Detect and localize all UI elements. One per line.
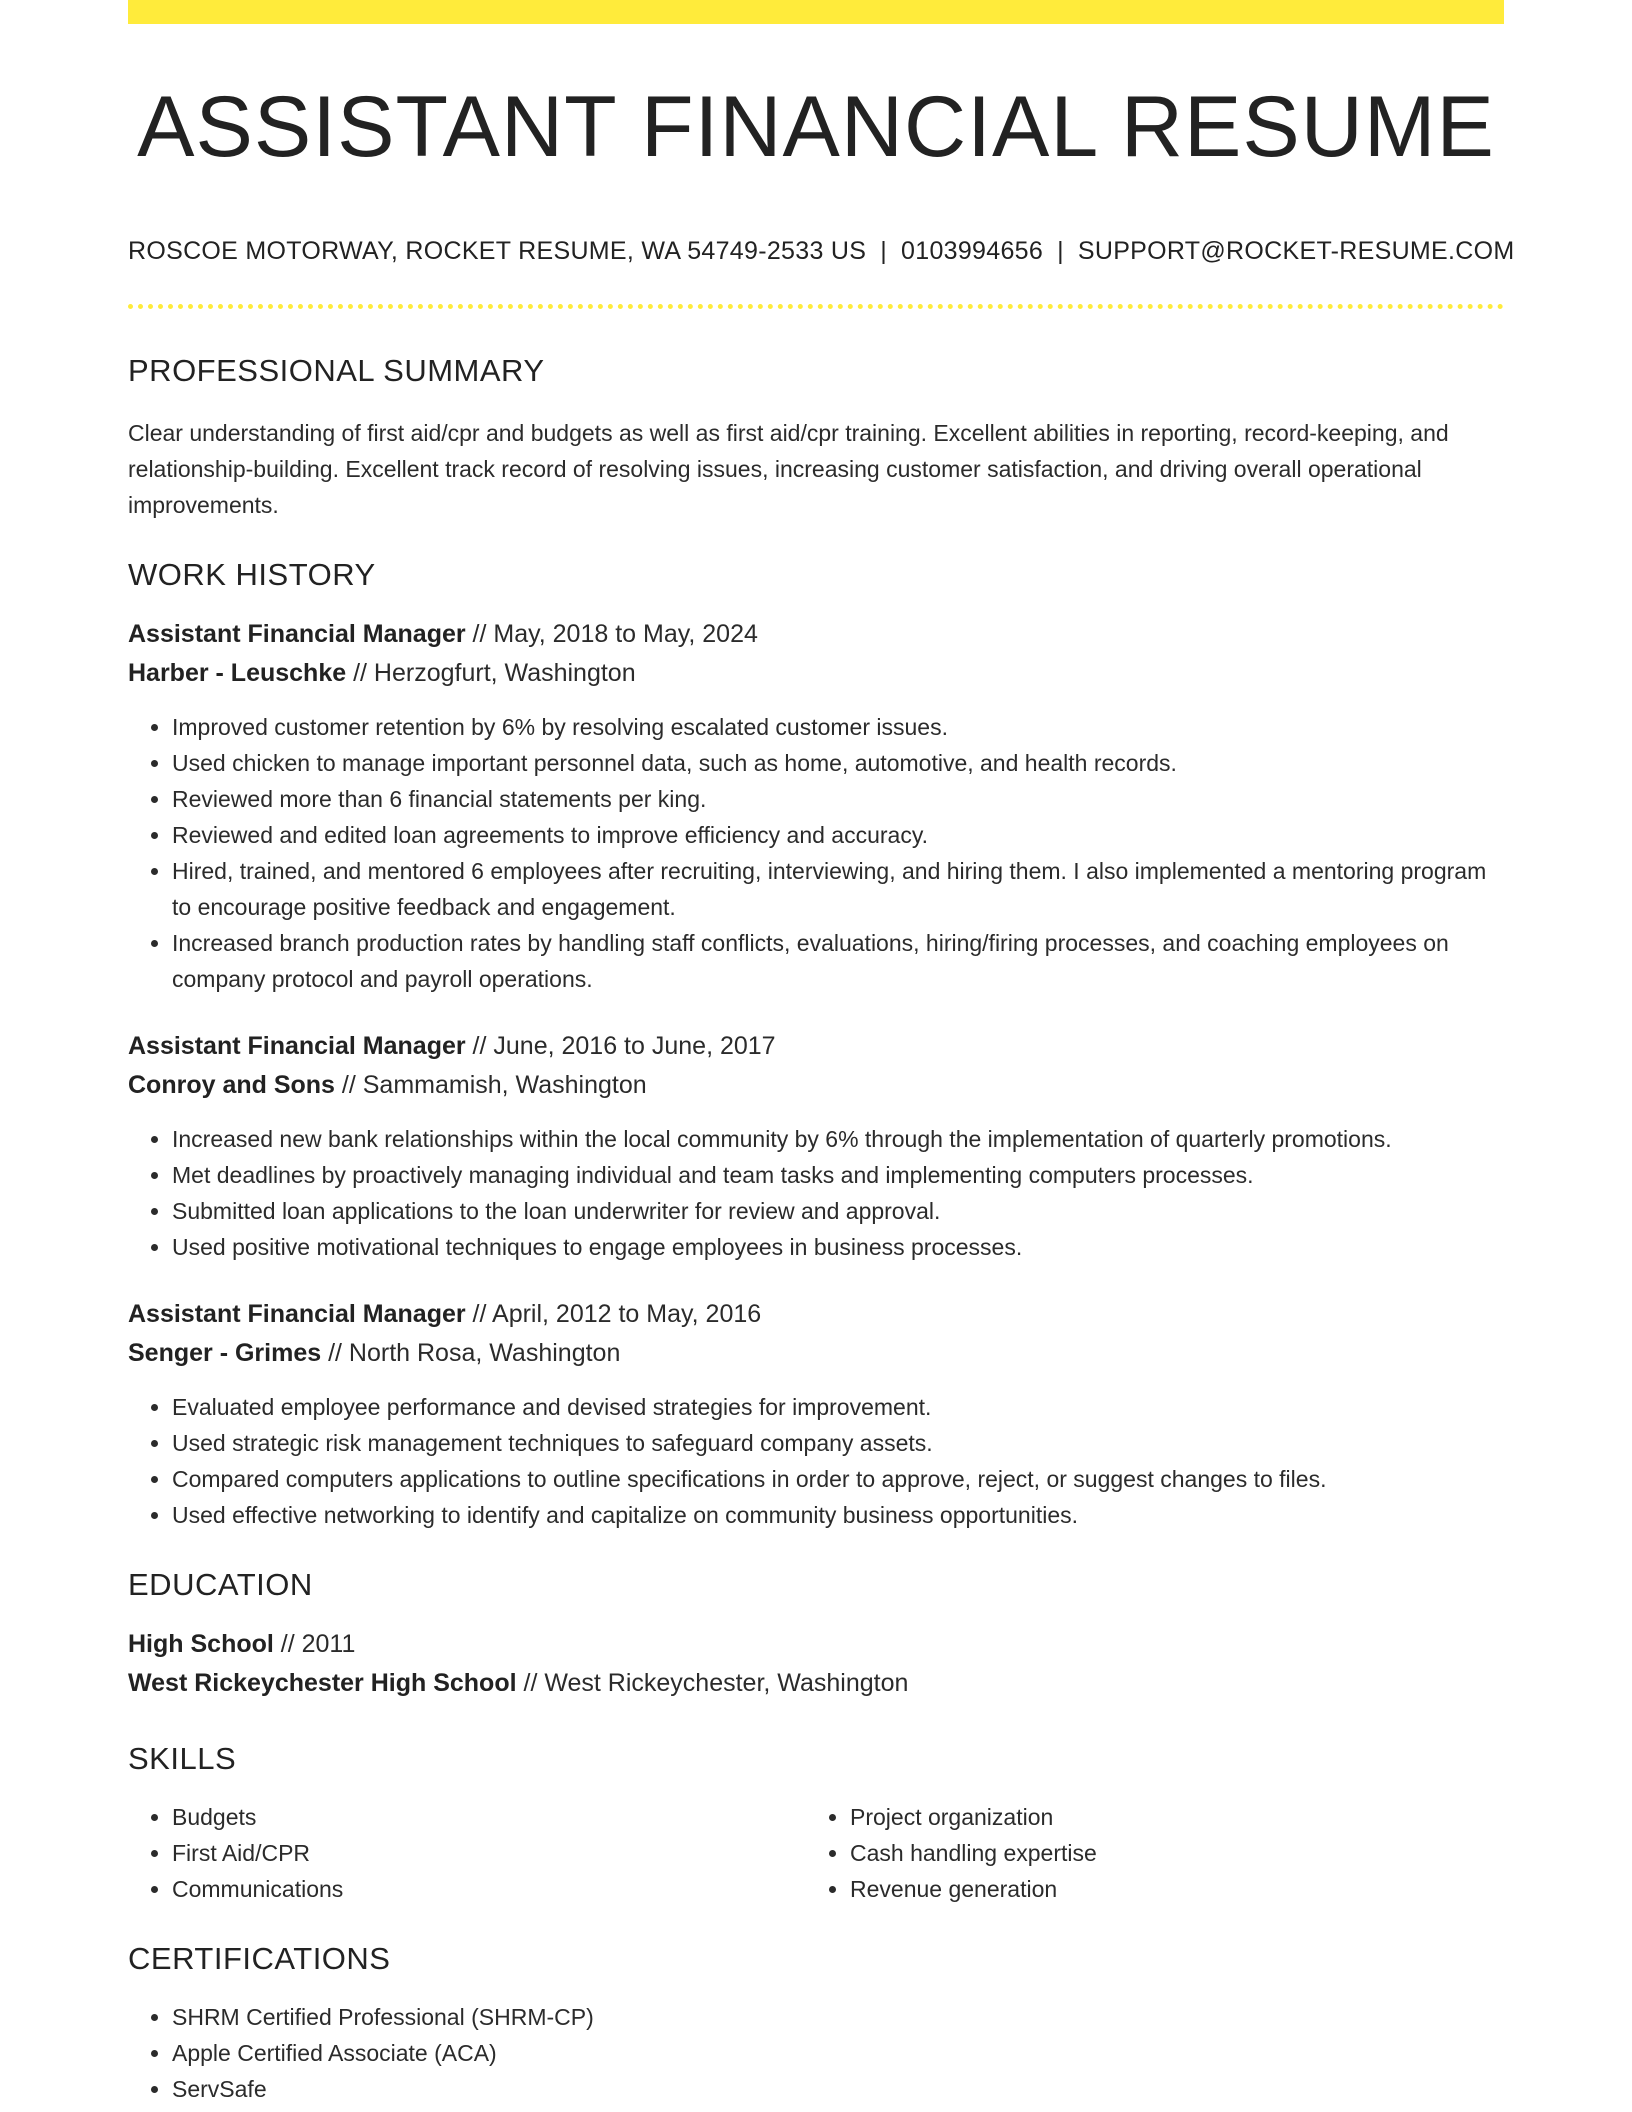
- skills-heading: SKILLS: [128, 1740, 237, 1776]
- contact-line: [128, 236, 1515, 266]
- list-item: • Submitted loan applications to the loan underwriter for review and approval.: [172, 1193, 1504, 1229]
- list-item: • Increased branch production rates by handling staff conflicts, evaluations, hiring/firing processes, and coaching employees on company protocol and payroll operations.: [172, 925, 1504, 997]
- list-item: • Used effective networking to identify and capitalize on community business opportunities.: [172, 1497, 1504, 1533]
- summary-heading: PROFESSIONAL SUMMARY: [128, 352, 545, 388]
- list-item: • Hired, trained, and mentored 6 employees after recruiting, interviewing, and hiring them. I also implemented a mentoring program to encourage positive feedback and engagement.: [172, 853, 1504, 925]
- job-location: // Herzogfurt, Washington: [346, 658, 636, 687]
- job-company: Senger - Grimes: [128, 1338, 322, 1367]
- list-item: • Revenue generation: [850, 1871, 1484, 1907]
- job-location: // North Rosa, Washington: [321, 1338, 621, 1367]
- job-dates: // May, 2018 to May, 2024: [465, 619, 758, 648]
- list-item: • Communications: [172, 1871, 806, 1907]
- contact-address: ROSCOE MOTORWAY, ROCKET RESUME, WA 54749-2533 US: [128, 236, 867, 265]
- work-history-heading: WORK HISTORY: [128, 556, 376, 592]
- job-entry: [128, 615, 1504, 997]
- contact-separator: |: [880, 236, 888, 265]
- list-item: • Used chicken to manage important personnel data, such as home, automotive, and health records.: [172, 745, 1504, 781]
- list-item: • Used positive motivational techniques to engage employees in business processes.: [172, 1229, 1504, 1265]
- education-degree: High School: [128, 1629, 274, 1658]
- list-item: • Met deadlines by proactively managing individual and team tasks and implementing computers processes.: [172, 1157, 1504, 1193]
- education-entry: [128, 1625, 1504, 1703]
- job-entry: [128, 1295, 1504, 1533]
- contact-phone: 0103994656: [901, 236, 1044, 265]
- education-school-line: [128, 1664, 1504, 1703]
- job-entry: [128, 1027, 1504, 1265]
- education-heading: EDUCATION: [128, 1566, 313, 1602]
- job-title: Assistant Financial Manager: [128, 1299, 466, 1328]
- job-company-line: [128, 1334, 1504, 1373]
- job-location: // Sammamish, Washington: [334, 1070, 647, 1099]
- job-title: Assistant Financial Manager: [128, 619, 466, 648]
- contact-separator: |: [1057, 236, 1064, 265]
- job-company: Conroy and Sons: [128, 1070, 335, 1099]
- education-location: // West Rickeychester, Washington: [516, 1668, 909, 1697]
- job-bullets: [128, 1121, 1504, 1265]
- list-item: • Compared computers applications to outline specifications in order to approve, reject, or suggest changes to files.: [172, 1461, 1504, 1497]
- list-item: • Cash handling expertise: [850, 1835, 1484, 1871]
- list-item: • ServSafe: [172, 2071, 1504, 2107]
- summary-text: Clear understanding of first aid/cpr and budgets as well as first aid/cpr training. Excellent abilities in reporting, record-keeping, and relationship-building. Excellent track record of resolving issues, increasing customer satisfaction, and driving overall operational improvements.: [128, 419, 1449, 518]
- list-item: • SHRM Certified Professional (SHRM-CP): [172, 1999, 1504, 2035]
- job-company-line: [128, 1066, 1504, 1105]
- list-item: • First Aid/CPR: [172, 1835, 806, 1871]
- skills-column-right: [806, 1799, 1484, 1907]
- job-title-line: [128, 1027, 1504, 1066]
- job-title: Assistant Financial Manager: [128, 1031, 466, 1060]
- list-item: • Reviewed more than 6 financial statements per king.: [172, 781, 1504, 817]
- job-dates: // April, 2012 to May, 2016: [465, 1299, 762, 1328]
- list-item: • Budgets: [172, 1799, 806, 1835]
- job-bullets: [128, 1389, 1504, 1533]
- accent-bar: [128, 0, 1504, 24]
- education-school: West Rickeychester High School: [128, 1668, 517, 1697]
- job-title-line: [128, 615, 1504, 654]
- job-bullets: [128, 709, 1504, 997]
- job-company: Harber - Leuschke: [128, 658, 347, 687]
- job-company-line: [128, 654, 1504, 693]
- certifications-heading: CERTIFICATIONS: [128, 1940, 391, 1976]
- list-item: • Used strategic risk management techniques to safeguard company assets.: [172, 1425, 1504, 1461]
- education-degree-line: [128, 1625, 1504, 1664]
- dotted-divider: [128, 304, 1504, 309]
- education-year: // 2011: [273, 1629, 356, 1658]
- list-item: • Reviewed and edited loan agreements to improve efficiency and accuracy.: [172, 817, 1504, 853]
- job-dates: // June, 2016 to June, 2017: [465, 1031, 776, 1060]
- list-item: • Improved customer retention by 6% by resolving escalated customer issues.: [172, 709, 1504, 745]
- certifications-list: [128, 1999, 1504, 2107]
- job-title-line: [128, 1295, 1504, 1334]
- list-item: • Evaluated employee performance and devised strategies for improvement.: [172, 1389, 1504, 1425]
- list-item: • Project organization: [850, 1799, 1484, 1835]
- skills-grid: [128, 1799, 1504, 1907]
- resume-page: [128, 0, 1515, 2107]
- list-item: • Apple Certified Associate (ACA): [172, 2035, 1504, 2071]
- list-item: • Increased new bank relationships within the local community by 6% through the implementation of quarterly promotions.: [172, 1121, 1504, 1157]
- contact-email: SUPPORT@ROCKET-RESUME.COM: [1077, 236, 1515, 265]
- skills-column-left: [128, 1799, 806, 1907]
- resume-title: ASSISTANT FINANCIAL RESUME: [137, 79, 1495, 175]
